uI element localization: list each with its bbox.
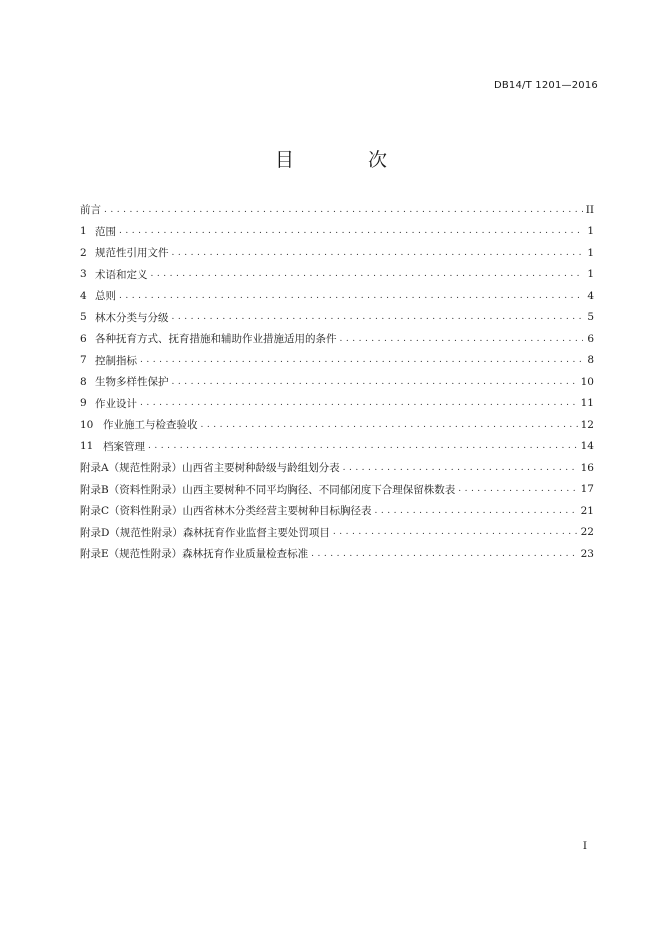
toc-entry-page: 1 xyxy=(587,246,594,259)
toc-entry-label: 规范性引用文件 xyxy=(95,247,169,260)
toc-entry-page: 4 xyxy=(587,289,594,302)
toc-entry-2[interactable] xyxy=(80,242,594,264)
toc-entry-4[interactable] xyxy=(80,285,594,307)
toc-entry-label: 档案管理 xyxy=(103,440,145,453)
toc-leader-dots xyxy=(311,549,577,559)
toc-entry-label: 作业施工与检查验收 xyxy=(103,419,198,432)
annex-label: 附录B（资料性附录） xyxy=(80,483,183,496)
toc-leader-dots xyxy=(104,205,583,215)
page-number: I xyxy=(582,840,587,852)
annex-label: 附录D（规范性附录） xyxy=(80,526,183,539)
toc-entry-label: 控制指标 xyxy=(95,354,137,367)
annex-title: 森林抚育作业质量检查标准 xyxy=(182,548,309,561)
toc-entry-page: II xyxy=(585,203,594,216)
toc-annex-d[interactable] xyxy=(80,522,594,544)
toc-entry-number: 8 xyxy=(80,375,87,388)
annex-label: 附录C（资料性附录） xyxy=(80,505,183,518)
toc-entry-label: 前言 xyxy=(80,204,101,217)
toc-leader-dots xyxy=(172,312,584,322)
toc-entry-preface[interactable] xyxy=(80,199,594,221)
toc-entry-page: 1 xyxy=(587,225,594,238)
annex-title: 山西主要树种不同平均胸径、不同郁闭度下合理保留株数表 xyxy=(182,483,456,496)
toc-leader-dots xyxy=(140,398,578,408)
document-code: DB14/T 1201—2016 xyxy=(493,80,598,91)
toc-leader-dots xyxy=(375,506,578,516)
annex-label: 附录A（规范性附录） xyxy=(80,462,183,475)
toc-entry-9[interactable] xyxy=(80,393,594,415)
toc-leader-dots xyxy=(458,484,577,494)
annex-label: 附录E（规范性附录） xyxy=(80,548,183,561)
toc-annex-e[interactable] xyxy=(80,543,594,565)
table-of-contents xyxy=(80,199,594,565)
toc-entry-label: 林木分类与分级 xyxy=(95,311,169,324)
toc-entry-label: 作业设计 xyxy=(95,397,137,410)
toc-entry-page: 8 xyxy=(587,354,594,367)
toc-leader-dots xyxy=(340,334,584,344)
toc-entry-page: 1 xyxy=(587,268,594,281)
toc-entry-number: 1 xyxy=(80,225,87,238)
toc-entry-5[interactable] xyxy=(80,307,594,329)
toc-leader-dots xyxy=(151,269,584,279)
toc-annex-a[interactable] xyxy=(80,457,594,479)
toc-leader-dots xyxy=(201,420,578,430)
toc-entry-11[interactable] xyxy=(80,436,594,458)
toc-entry-page: 6 xyxy=(587,332,594,345)
toc-entry-label: 生物多样性保护 xyxy=(95,376,169,389)
toc-entry-label: 总则 xyxy=(95,290,116,303)
toc-leader-dots xyxy=(119,291,583,301)
toc-entry-label: 术语和定义 xyxy=(95,268,148,281)
toc-entry-10[interactable] xyxy=(80,414,594,436)
toc-entry-6[interactable] xyxy=(80,328,594,350)
page-title: 目 次 xyxy=(274,149,422,171)
toc-entry-page: 14 xyxy=(580,440,594,453)
toc-leader-dots xyxy=(119,226,583,236)
toc-entry-number: 5 xyxy=(80,311,87,324)
toc-entry-label: 范围 xyxy=(95,225,116,238)
annex-title: 山西省主要树种龄级与龄组划分表 xyxy=(182,462,340,475)
toc-entry-7[interactable] xyxy=(80,350,594,372)
toc-entry-8[interactable] xyxy=(80,371,594,393)
toc-entry-number: 3 xyxy=(80,268,87,281)
toc-entry-page: 11 xyxy=(580,397,594,410)
toc-entry-3[interactable] xyxy=(80,264,594,286)
toc-entry-page: 21 xyxy=(580,504,594,517)
toc-entry-page: 5 xyxy=(587,311,594,324)
toc-entry-1[interactable] xyxy=(80,221,594,243)
toc-entry-page: 12 xyxy=(580,418,594,431)
toc-entry-number: 10 xyxy=(80,418,94,431)
toc-annex-b[interactable] xyxy=(80,479,594,501)
toc-entry-number: 6 xyxy=(80,332,87,345)
annex-title: 山西省林木分类经营主要树种目标胸径表 xyxy=(182,505,372,518)
toc-entry-number: 7 xyxy=(80,354,87,367)
toc-leader-dots xyxy=(148,441,578,451)
toc-entry-number: 9 xyxy=(80,397,87,410)
toc-entry-number: 4 xyxy=(80,289,87,302)
toc-annex-c[interactable] xyxy=(80,500,594,522)
toc-entry-page: 10 xyxy=(580,375,594,388)
toc-leader-dots xyxy=(333,527,578,537)
toc-entry-number: 11 xyxy=(80,440,94,453)
toc-leader-dots xyxy=(140,355,583,365)
toc-leader-dots xyxy=(343,463,578,473)
toc-leader-dots xyxy=(172,248,584,258)
annex-title: 森林抚育作业监督主要处罚项目 xyxy=(182,526,330,539)
toc-entry-page: 16 xyxy=(580,461,594,474)
toc-entry-number: 2 xyxy=(80,246,87,259)
toc-entry-label: 各种抚育方式、抚育措施和辅助作业措施适用的条件 xyxy=(95,333,337,346)
toc-entry-page: 23 xyxy=(580,547,594,560)
toc-entry-page: 22 xyxy=(580,526,594,539)
toc-entry-page: 17 xyxy=(580,483,594,496)
toc-leader-dots xyxy=(172,377,578,387)
